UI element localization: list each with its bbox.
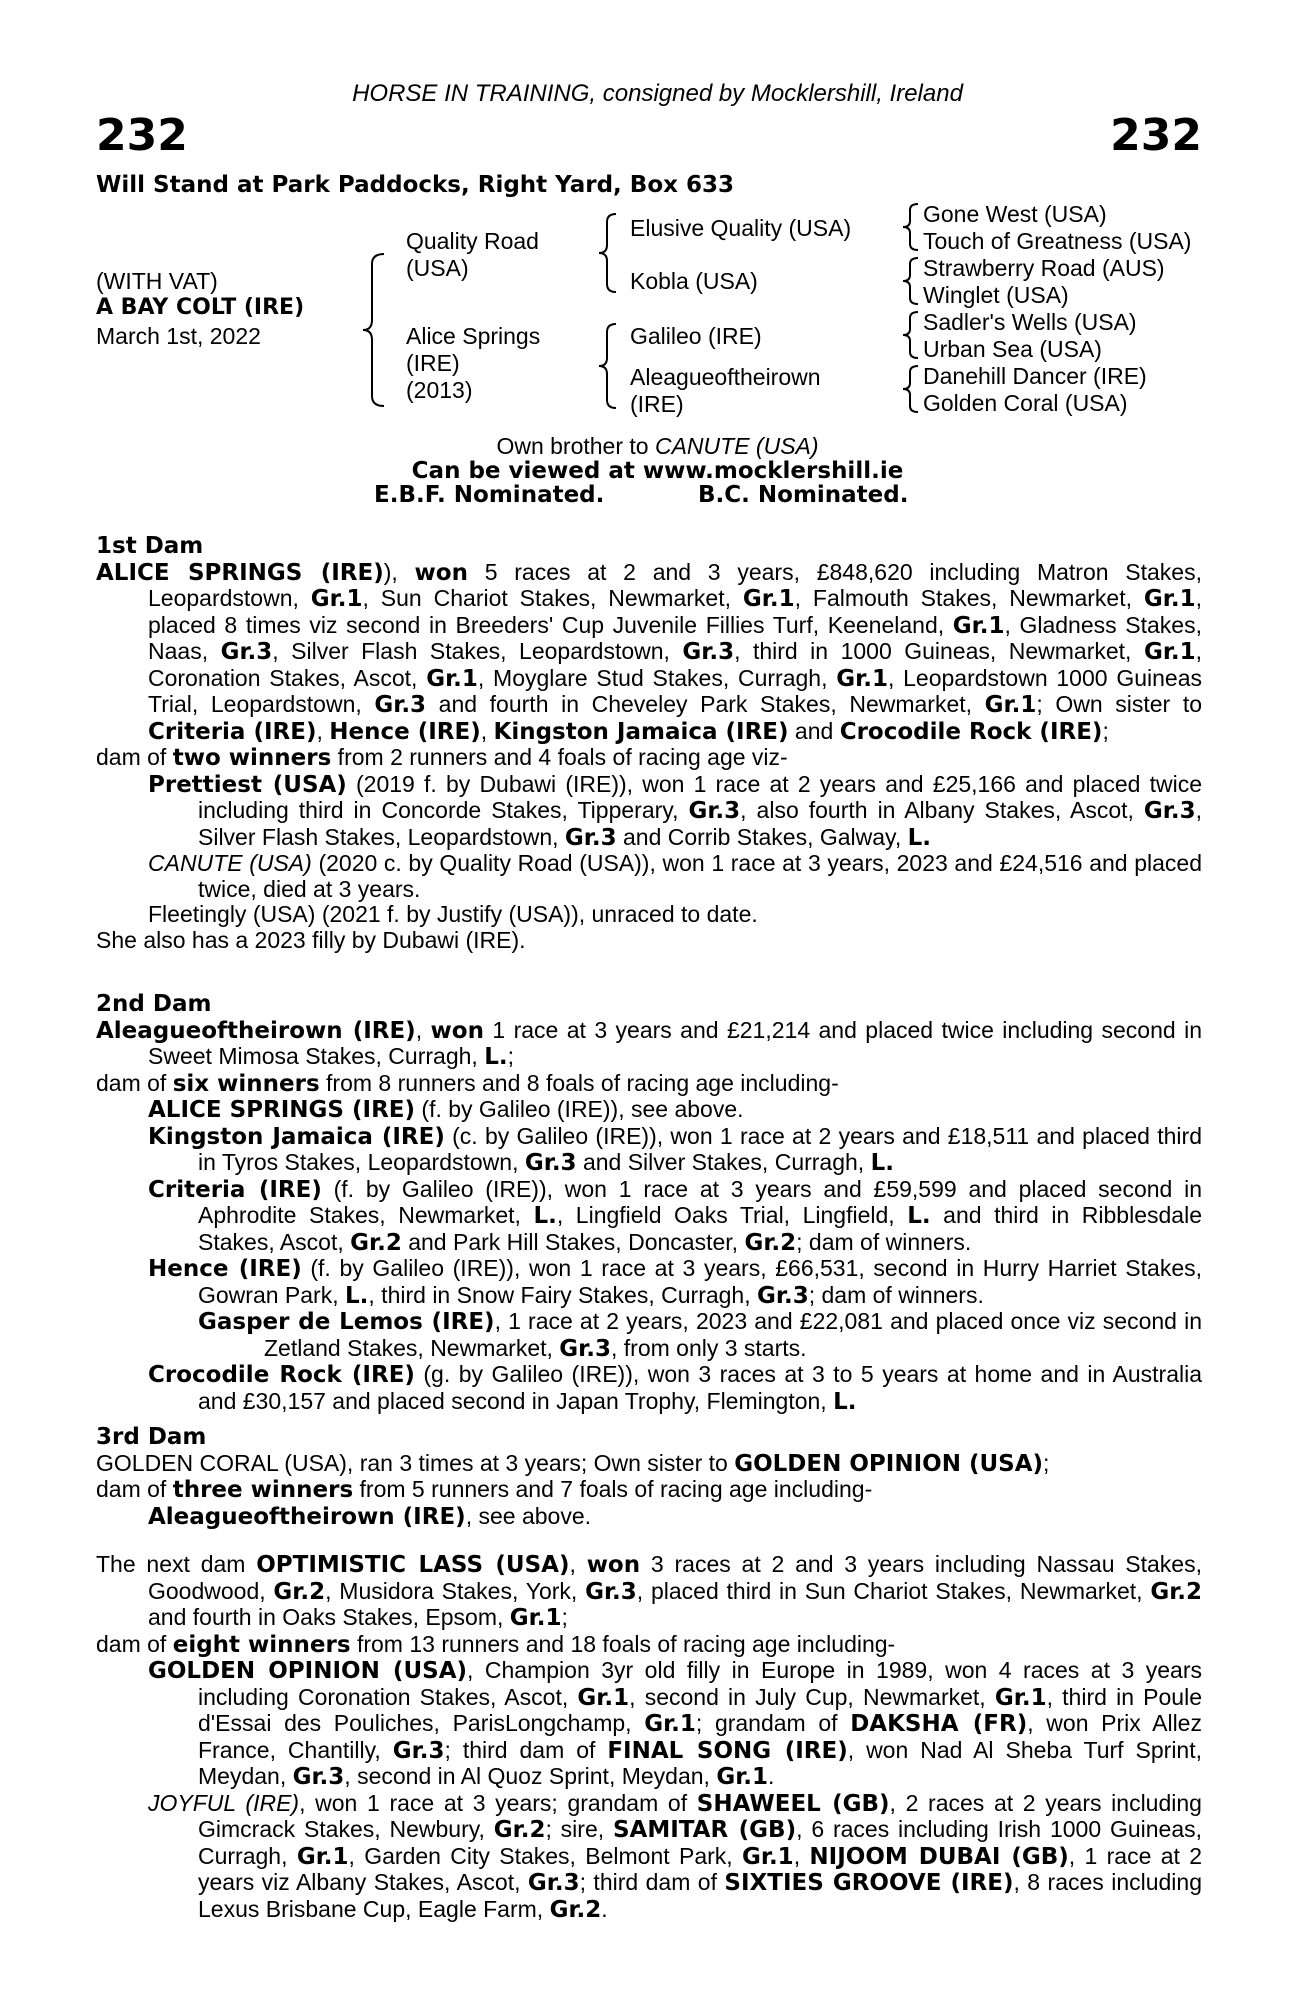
bold-text: Crocodile Rock (IRE) — [148, 1362, 415, 1388]
body-text: , placed 8 times viz second in Breeders' Cup Juvenile Fillies Turf, Keeneland, — [148, 585, 1202, 638]
body-text: , Leopardstown 1000 Guineas Trial, Leopardstown, — [148, 664, 1202, 717]
body-text: dam of — [96, 1069, 173, 1096]
bold-text: L. — [345, 1282, 369, 1309]
bold-text: Gr.1 — [952, 612, 1005, 639]
body-text: She also has a 2023 filly by Dubawi (IRE). — [96, 926, 526, 953]
pedigree-paragraph — [96, 1018, 1202, 1071]
pedigree-paragraph — [96, 1309, 1202, 1362]
bold-text: won — [430, 1017, 484, 1044]
bold-text: GOLDEN OPINION (USA) — [734, 1450, 1044, 1477]
body-text: , 6 races including Irish 1000 Guineas, Curragh, — [198, 1816, 1202, 1869]
body-text: ; third dam of — [579, 1869, 725, 1895]
bold-text: Gr.3 — [392, 1737, 445, 1764]
pedigree-paragraph — [96, 1477, 1202, 1504]
bold-text: won — [586, 1552, 641, 1578]
consignor-line: HORSE IN TRAINING, consigned by Mocklershill, Ireland — [352, 80, 963, 107]
body-text: ; — [1043, 1449, 1050, 1476]
g3-touch-of-greatness: Touch of Greatness (USA) — [923, 228, 1192, 254]
body-text: , Silver Flash Stakes, Leopardstown, — [198, 797, 1202, 850]
body-text: from 8 runners and 8 foals of racing age including- — [319, 1069, 839, 1096]
bold-text: Gr.2 — [549, 1896, 602, 1923]
pedigree-paragraph — [96, 1791, 1202, 1924]
bold-text: six winners — [172, 1070, 320, 1097]
pedigree-paragraph — [96, 1451, 1202, 1478]
body-text: from 13 runners and 18 foals of racing age including- — [350, 1630, 896, 1657]
g3-urban-sea: Urban Sea (USA) — [923, 336, 1102, 362]
brace-g3-1 — [900, 202, 922, 252]
dam-line-3: (2013) — [406, 377, 473, 403]
body-text: , Sun Chariot Stakes, Newmarket, — [362, 585, 743, 611]
vat-note: (WITH VAT) — [96, 268, 218, 294]
bold-text: Gr.1 — [742, 1843, 794, 1870]
pedigree-paragraph — [96, 772, 1202, 852]
body-text: ; — [507, 1043, 514, 1069]
bold-text: Gr.1 — [644, 1711, 696, 1737]
bold-text: Gr.2 — [744, 1229, 797, 1256]
dam-line-1: Alice Springs — [406, 323, 541, 349]
section-heading: 3rd Dam — [96, 1424, 207, 1450]
brace-g3-4 — [900, 364, 922, 414]
pedigree-paragraph — [96, 1504, 1202, 1531]
body-text: , Garden City Stakes, Belmont Park, — [348, 1842, 742, 1869]
pedigree-paragraph — [96, 745, 1202, 772]
brace-g3-2 — [900, 256, 922, 306]
bold-text: Gasper de Lemos (IRE) — [198, 1309, 495, 1335]
bold-text: Gr.3 — [564, 824, 617, 851]
dam-sire: Galileo (IRE) — [630, 323, 762, 349]
section-next-dam — [96, 1552, 1202, 1923]
bold-text: Gr.1 — [310, 586, 363, 612]
sire-dam: Kobla (USA) — [630, 268, 758, 294]
section-heading: 2nd Dam — [96, 991, 212, 1017]
sire-line-2: (USA) — [406, 255, 469, 281]
bold-text: Aleagueoftheirown (IRE) — [96, 1017, 416, 1044]
body-text: ; — [1102, 717, 1109, 744]
body-text: ), — [383, 558, 415, 585]
body-text: , 1 race at 2 years, 2023 and £22,081 and placed once viz second in Zetland Stakes, Newmarket, — [264, 1308, 1202, 1361]
g3-sadlers-wells: Sadler's Wells (USA) — [923, 309, 1137, 335]
body-text: , third in Poule d'Essai des Pouliches, ParisLongchamp, — [198, 1683, 1203, 1736]
pedigree-paragraph — [96, 851, 1202, 902]
body-text: 3 races at 2 and 3 years including Nassau Stakes, Goodwood, — [148, 1551, 1202, 1604]
stand-location: Will Stand at Park Paddocks, Right Yard, Box 633 — [96, 172, 734, 198]
bold-text: FINAL SONG (IRE) — [607, 1737, 848, 1764]
foaling-date: March 1st, 2022 — [96, 323, 261, 349]
bold-text: two winners — [172, 745, 332, 771]
body-text: and Park Hill Stakes, Doncaster, — [401, 1228, 745, 1255]
section-1st-dam — [96, 534, 1202, 953]
own-brother-prefix: Own brother to — [496, 433, 655, 459]
brace-main — [360, 252, 390, 408]
pedigree-paragraph — [96, 560, 1202, 746]
pedigree-paragraph — [96, 1362, 1202, 1415]
g3-strawberry-road: Strawberry Road (AUS) — [923, 255, 1165, 281]
bold-text: Gr.1 — [716, 1764, 769, 1790]
body-text: . — [601, 1895, 608, 1922]
body-text: ; grandam of — [695, 1710, 851, 1736]
pedigree-paragraph — [96, 902, 1202, 928]
body-text: , Musidora Stakes, York, — [325, 1577, 586, 1604]
body-text: (f. by Galileo (IRE)), won 1 race at 3 years, £66,531, second in Hurry Harriet Stakes, Gowran Park, — [198, 1255, 1203, 1308]
bold-text: Gr.1 — [742, 586, 795, 612]
body-text: (g. by Galileo (IRE)), won 3 races at 3 to 5 years at home and in Australia and £30,157 and placed second in Japan Trophy, Flemington, — [198, 1361, 1202, 1414]
bold-text: Gr.1 — [1143, 639, 1196, 665]
body-text: ; third dam of — [444, 1736, 608, 1763]
body-text: , — [569, 1551, 587, 1577]
bold-text: Gr.1 — [577, 1684, 630, 1711]
body-text: 1 race at 3 years and £21,214 and placed twice including second in Sweet Mimosa Stakes, Curragh, — [148, 1016, 1202, 1069]
section-heading: 1st Dam — [96, 533, 204, 559]
body-text: from 2 runners and 4 foals of racing age viz- — [331, 744, 788, 770]
bold-text: SHAWEEL (GB) — [696, 1790, 890, 1817]
body-text: ; dam of winners. — [808, 1281, 984, 1308]
body-text: The next dam — [96, 1551, 257, 1577]
bold-text: L. — [907, 824, 932, 851]
bold-text: DAKSHA (FR) — [850, 1711, 1028, 1737]
bold-text: Criteria (IRE) — [148, 1176, 322, 1203]
body-text: Fleetingly (USA) (2021 f. by Justify (USA)), unraced to date. — [148, 901, 758, 927]
bold-text: Gr.3 — [220, 639, 273, 665]
body-text: ; Own sister to — [1036, 691, 1203, 717]
body-text: , won Nad Al Sheba Turf Sprint, Meydan, — [198, 1736, 1202, 1789]
bold-text: Gr.3 — [527, 1870, 580, 1896]
body-text: , 2 races at 2 years including Gimcrack Stakes, Newbury, — [198, 1789, 1202, 1842]
body-text: , 1 race at 2 years viz Albany Stakes, Ascot, — [198, 1842, 1203, 1895]
bold-text: Gr.2 — [350, 1229, 402, 1256]
g3-gone-west: Gone West (USA) — [923, 201, 1107, 227]
bc-nomination: B.C. Nominated. — [698, 482, 909, 508]
own-brother-name: CANUTE (USA) — [654, 433, 819, 459]
bold-text: Gr.3 — [682, 639, 735, 665]
bold-text: GOLDEN OPINION (USA) — [148, 1658, 468, 1684]
bold-text: Prettiest (USA) — [148, 771, 347, 798]
brace-g3-3 — [900, 310, 922, 360]
bold-text: Kingston Jamaica (IRE) — [493, 718, 789, 745]
bold-text: NIJOOM DUBAI (GB) — [809, 1843, 1069, 1870]
body-text: ; sire, — [545, 1816, 613, 1842]
bold-text: Gr.1 — [836, 665, 888, 692]
body-text: , Falmouth Stakes, Newmarket, — [794, 585, 1144, 611]
body-text: 5 races at 2 and 3 years, £848,620 including Matron Stakes, Leopardstown, — [148, 558, 1202, 611]
bold-text: Gr.3 — [757, 1282, 809, 1309]
pedigree-paragraph — [96, 1177, 1202, 1257]
body-text: and third in Ribblesdale Stakes, Ascot, — [198, 1202, 1202, 1255]
bold-text: L. — [870, 1150, 894, 1176]
ebf-nomination: E.B.F. Nominated. — [374, 482, 605, 508]
pedigree-paragraph — [96, 1071, 1202, 1098]
bold-text: SAMITAR (GB) — [612, 1817, 797, 1843]
bold-text: OPTIMISTIC LASS (USA) — [256, 1552, 570, 1578]
body-text: (2020 c. by Quality Road (USA)), won 1 race at 3 years, 2023 and £24,516 and placed twice, died at 3 years. — [198, 850, 1203, 902]
body-text: and Silver Stakes, Curragh, — [576, 1149, 871, 1175]
body-text: and fourth in Cheveley Park Stakes, Newmarket, — [426, 691, 985, 717]
dam-dam-line-1: Aleagueoftheirown — [630, 364, 821, 390]
body-text: , 8 races including Lexus Brisbane Cup, Eagle Farm, — [198, 1869, 1202, 1922]
body-text: , from only 3 starts. — [610, 1334, 807, 1361]
body-text: from 5 runners and 7 foals of racing age including- — [353, 1476, 873, 1502]
bold-text: Gr.3 — [688, 798, 741, 824]
bold-text: Gr.2 — [493, 1817, 546, 1843]
bold-text: L. — [833, 1388, 857, 1415]
bold-text: Gr.3 — [1143, 798, 1196, 824]
brace-sire — [596, 212, 622, 294]
bold-text: L. — [484, 1044, 508, 1070]
body-text: , — [316, 717, 330, 744]
sire-sire: Elusive Quality (USA) — [630, 215, 852, 241]
bold-text: Gr.3 — [374, 692, 427, 718]
body-text: , third in 1000 Guineas, Newmarket, — [734, 638, 1144, 664]
body-text: ; — [561, 1604, 568, 1630]
bold-text: three winners — [172, 1477, 354, 1503]
bold-text: L. — [907, 1203, 931, 1229]
section-3rd-dam — [96, 1425, 1202, 1530]
bold-text: SIXTIES GROOVE (IRE) — [724, 1870, 1014, 1896]
bold-text: Gr.1 — [296, 1843, 349, 1870]
pedigree-paragraph — [96, 1632, 1202, 1659]
body-text: , Champion 3yr old filly in Europe in 1989, won 4 races at 3 years including Coronation Stakes, Ascot, — [198, 1657, 1202, 1710]
bold-text: Gr.3 — [585, 1578, 637, 1605]
own-brother-note — [0, 433, 1315, 459]
body-text: , also fourth in Albany Stakes, Ascot, — [740, 797, 1144, 823]
brace-dam — [596, 322, 622, 410]
bold-text: Gr.1 — [994, 1684, 1047, 1711]
body-text: , — [415, 1016, 431, 1043]
bold-text: Gr.1 — [984, 692, 1037, 718]
bold-text: Gr.3 — [524, 1150, 577, 1176]
body-text: (f. by Galileo (IRE)), see above. — [415, 1096, 744, 1122]
bold-text: L. — [533, 1203, 557, 1229]
section-2nd-dam — [96, 992, 1202, 1415]
g3-winglet: Winglet (USA) — [923, 282, 1069, 308]
body-text: , Gladness Stakes, Naas, — [148, 611, 1202, 664]
body-text: , Lingfield Oaks Trial, Lingfield, — [556, 1202, 908, 1228]
body-text: , third in Snow Fairy Stakes, Curragh, — [368, 1281, 758, 1308]
viewing-link[interactable]: Can be viewed at www.mocklershill.ie — [411, 458, 904, 484]
bold-text: Gr.3 — [559, 1335, 611, 1362]
body-text: (c. by Galileo (IRE)), won 1 race at 2 years and £18,511 and placed third in Tyros Stakes, Leopardstown, — [198, 1122, 1202, 1175]
body-text: dam of — [96, 1476, 173, 1502]
body-text: and Corrib Stakes, Galway, — [616, 823, 908, 850]
sire-line-1: Quality Road — [406, 228, 539, 254]
body-text: dam of — [96, 1630, 173, 1657]
body-text: , — [480, 717, 494, 744]
italic-text: CANUTE (USA) — [148, 850, 312, 876]
pedigree-paragraph — [96, 928, 1202, 954]
body-text: , Coronation Stakes, Ascot, — [148, 638, 1203, 691]
bold-text: Gr.2 — [273, 1578, 326, 1605]
horse-name: A BAY COLT (IRE) — [96, 295, 305, 320]
bold-text: Crocodile Rock (IRE) — [839, 718, 1103, 745]
body-text: , see above. — [465, 1502, 591, 1529]
body-text: (f. by Galileo (IRE)), won 1 race at 3 years and £59,599 and placed second in Aphrodite Stakes, Newmarket, — [198, 1175, 1202, 1228]
bold-text: Hence (IRE) — [329, 718, 481, 745]
body-text: , — [793, 1842, 810, 1869]
bold-text: Gr.1 — [426, 665, 478, 692]
dam-line-2: (IRE) — [406, 350, 460, 376]
body-text: , won Prix Allez France, Chantilly, — [198, 1710, 1202, 1763]
dam-dam-line-2: (IRE) — [630, 391, 684, 417]
pedigree-paragraph — [96, 1256, 1202, 1309]
bold-text: Kingston Jamaica (IRE) — [148, 1123, 445, 1150]
bold-text: Gr.1 — [509, 1605, 562, 1631]
body-text: , second in July Cup, Newmarket, — [629, 1683, 995, 1710]
bold-text: won — [414, 559, 468, 586]
bold-text: Gr.3 — [292, 1764, 345, 1790]
body-text: ; dam of winners. — [796, 1228, 972, 1255]
bold-text: Gr.2 — [1150, 1578, 1202, 1605]
g3-danehill-dancer: Danehill Dancer (IRE) — [923, 363, 1147, 389]
bold-text: Hence (IRE) — [148, 1256, 302, 1282]
pedigree-paragraph — [96, 1552, 1202, 1632]
bold-text: eight winners — [172, 1631, 351, 1658]
body-text: GOLDEN CORAL (USA), ran 3 times at 3 years; Own sister to — [96, 1449, 735, 1476]
body-text: , won 1 race at 3 years; grandam of — [299, 1789, 697, 1816]
body-text: , Silver Flash Stakes, Leopardstown, — [272, 638, 683, 664]
pedigree-paragraph — [96, 1124, 1202, 1177]
italic-text: JOYFUL (IRE) — [148, 1789, 300, 1816]
lot-number-right: 232 — [1110, 110, 1202, 161]
pedigree-paragraph — [96, 1658, 1202, 1791]
bold-text: Aleagueoftheirown (IRE) — [148, 1503, 466, 1530]
body-text: , second in Al Quoz Sprint, Meydan, — [344, 1763, 717, 1789]
bold-text: ALICE SPRINGS (IRE) — [148, 1097, 416, 1123]
body-text: and fourth in Oaks Stakes, Epsom, — [148, 1604, 510, 1630]
g3-golden-coral: Golden Coral (USA) — [923, 390, 1128, 416]
body-text: dam of — [96, 744, 173, 770]
bold-text: ALICE SPRINGS (IRE) — [96, 559, 384, 586]
lot-number-left: 232 — [96, 110, 188, 161]
body-text: (2019 f. by Dubawi (IRE)), won 1 race at 2 years and £25,166 and placed twice including third in Concorde Stakes, Tipperary, — [198, 770, 1203, 823]
pedigree-paragraph — [96, 1097, 1202, 1124]
body-text: , Moyglare Stud Stakes, Curragh, — [477, 664, 837, 691]
bold-text: Gr.1 — [1143, 586, 1196, 612]
body-text: . — [768, 1763, 775, 1789]
body-text: , placed third in Sun Chariot Stakes, Newmarket, — [636, 1577, 1151, 1604]
body-text: and — [788, 717, 840, 744]
bold-text: Criteria (IRE) — [148, 718, 317, 745]
